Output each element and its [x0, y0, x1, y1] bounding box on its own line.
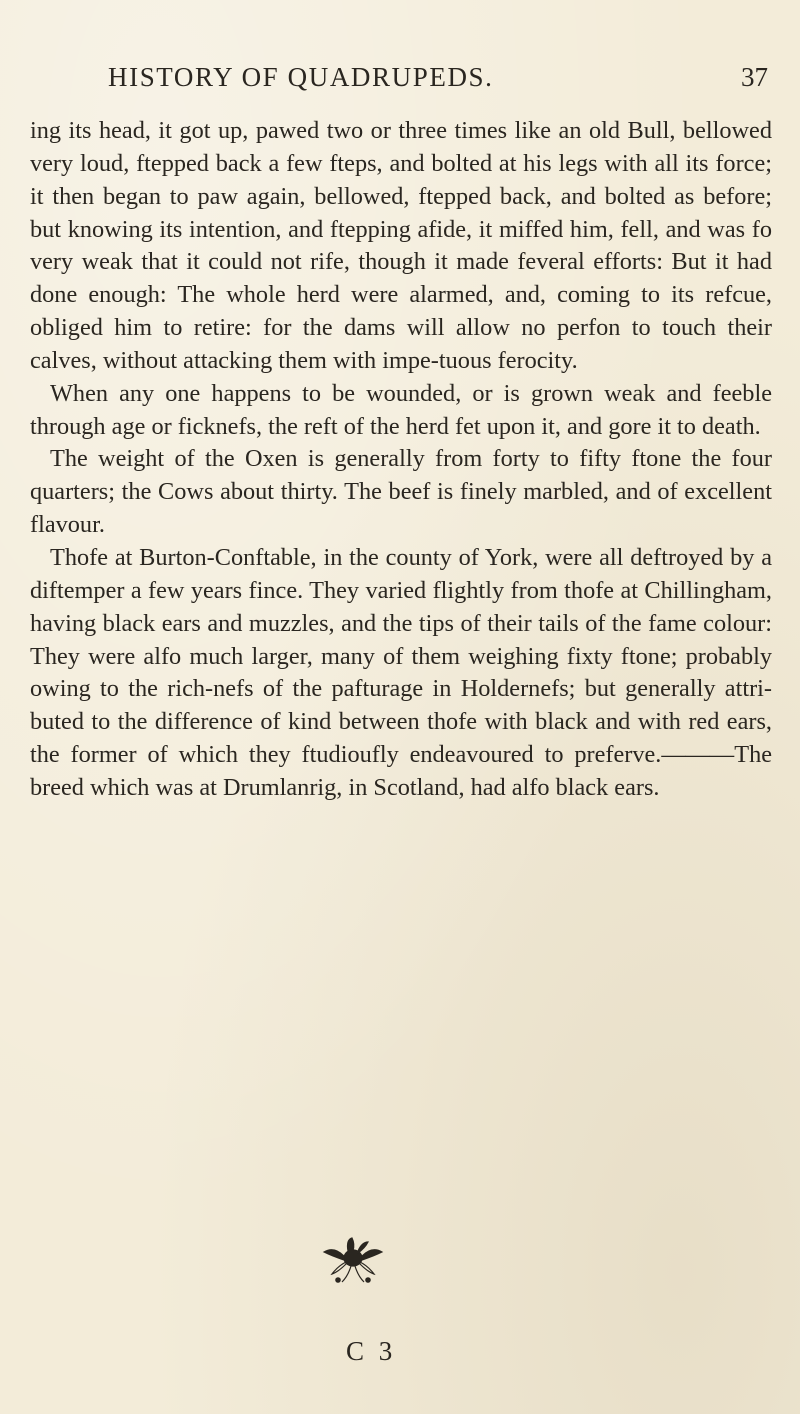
paragraph: The weight of the Oxen is generally from forty to fifty ftone the four quarters; the Cows about thirty. The beef is finely marbled, and of excellent flavour. — [30, 445, 772, 539]
body-text — [30, 115, 772, 805]
signature-mark: C 3 — [346, 1336, 397, 1366]
paragraph: Thofe at Burton-Conftable, in the county of York, were all deftroyed by a diftemper a few years fince. They varied flightly from thofe at Chillingham, having black ears and muzzles, and the tips of their tails of the fame colour: They were alfo much larger, many of them weighing fixty ftone; probably owing to the rich-nefs of the pafturage in Holdernefs; but generally attri-buted to the difference of kind between thofe with black and with red ears, the former of which they ftudioufly endeavoured to preferve.———The breed which was at Drumlanrig, in Scotland, had alfo black ears. — [30, 543, 772, 801]
page-number: 37 — [741, 62, 768, 92]
paragraph: When any one happens to be wounded, or is grown weak and feeble through age or ficknefs, the reft of the herd fet upon it, and gore it to death. — [30, 379, 772, 440]
running-head — [108, 62, 768, 102]
floral-ornament-icon — [318, 1236, 388, 1286]
running-title: HISTORY OF QUADRUPEDS. — [108, 62, 494, 92]
paragraph: ing its head, it got up, pawed two or three times like an old Bull, bellowed very loud, ftepped back a few fteps, and bolted at his legs with all its force; it then began to paw again, bellowed, ftepped back, and bolted as before; but knowing its intention, and ftepping afide, it miffed him, fell, and was fo very weak that it could not rife, though it made feveral efforts: But it had done enough: The whole herd were alarmed, and, coming to its refcue, obliged him to retire: for the dams will allow no perfon to touch their calves, without attacking them with impe-tuous ferocity. — [30, 117, 772, 374]
